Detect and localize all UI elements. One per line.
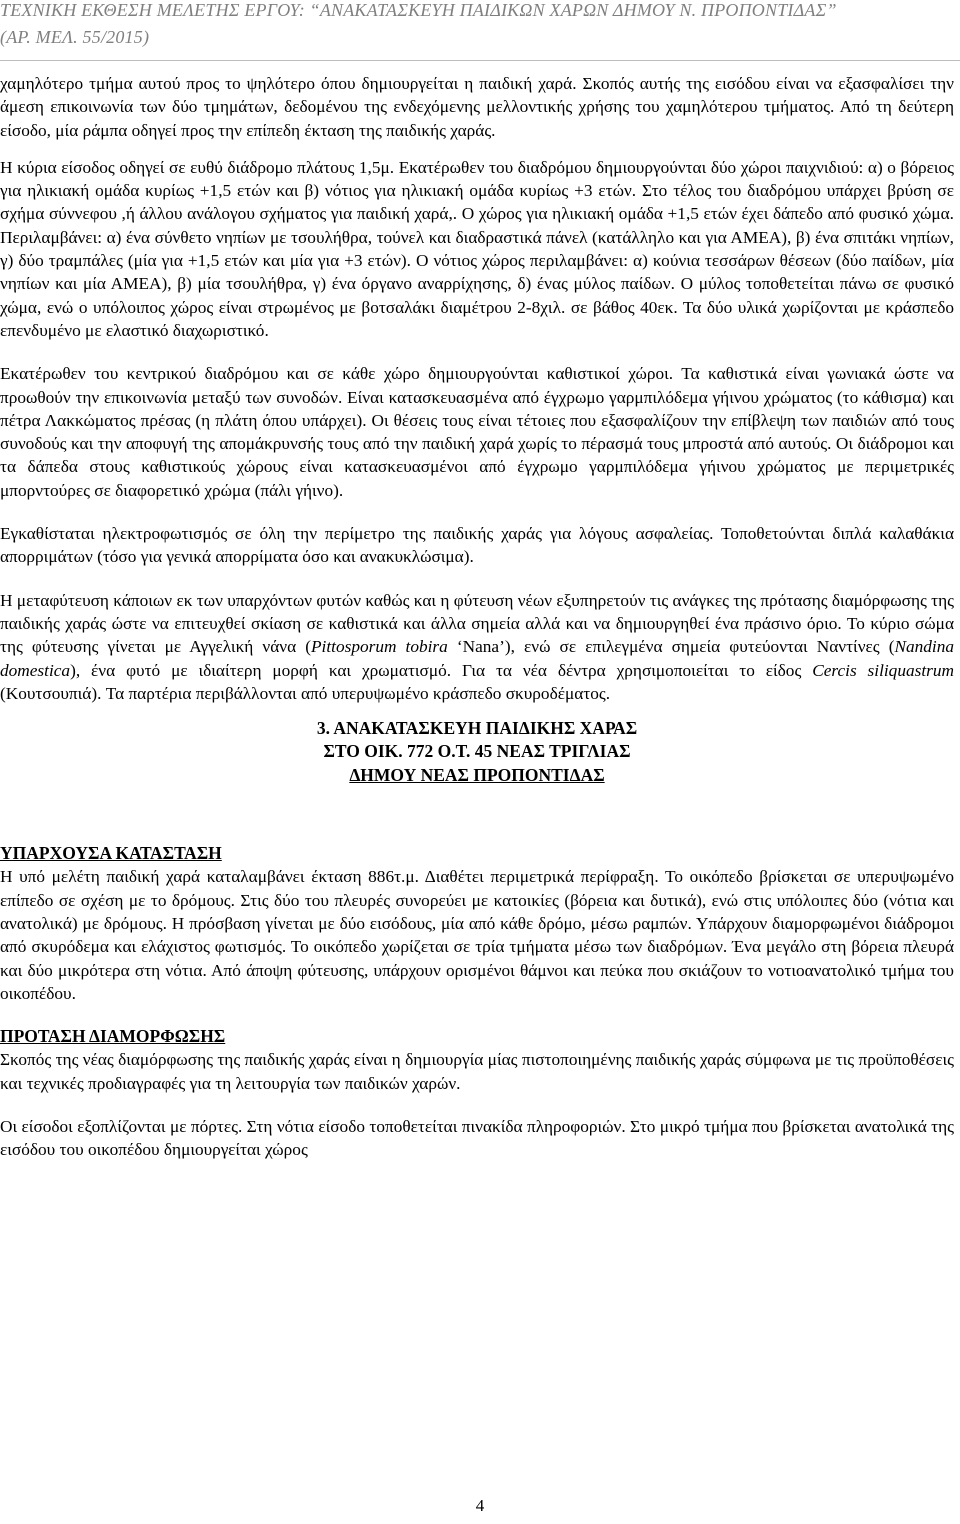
section-3-municipality: ΔΗΜΟΥ ΝΕΑΣ ΠΡΟΠΟΝΤΙΔΑΣ: [349, 764, 605, 785]
paragraph-entrances: χαμηλότερο τμήμα αυτού προς το ψηλότερο όπου δημιουργείται η παιδική χαρά. Σκοπός αυτής της εισόδου είναι να εξασφαλίσει την άμεση επικοινωνία των δύο τμημάτων, δεδομένου της ενδεχόμενης μελλοντικής χρήσης του χαμηλότερου τμήματος. Από τη δεύτερη είσοδο, μία ράμπα οδηγεί προς την επίπεδη έκταση της παιδικής χαράς.: [0, 74, 954, 140]
existing-state-title: ΥΠΑΡΧΟΥΣΑ ΚΑΤΑΣΤΑΣΗ: [0, 843, 222, 864]
species-cercis: Cercis siliquastrum: [812, 660, 954, 680]
paragraph-seating: Εκατέρωθεν του κεντρικού διαδρόμου και σε κάθε χώρο δημιουργούνται καθιστικοί χώροι. Τα καθιστικά είναι γωνιακά ώστε να προωθούν την επικοινωνία μεταξύ των συνοδών. Είναι κατασκευασμένα από έγχρωμο γαρμπιλόδεμα γήινου χρώματος (το κάθισμα) και πέτρα Λακκώματος πρέσας (η πλάτη όπου υπάρχει). Οι θέσεις τους είναι τέτοιες που εξασφαλίζουν την επίβλεψη των παιδιών από τους συνοδούς και την αποφυγή της απομάκρυνσής τους από την παιδική χαρά χωρίς το πέρασμά τους μπροστά από αυτούς. Οι διάδρομοι και τα δάπεδα στους καθιστικούς χώρους είναι κατασκευασμένοι από έγχρωμο γαρμπιλόδεμα γήινου χρώματος με περιμετρικές μπορντούρες σε διαφορετικό χρώμα (πάλι γήινο).: [0, 364, 954, 500]
planting-text-3: ), ένα φυτό με ιδιαίτερη μορφή και χρωματισμό. Για τα νέα δέντρα χρησιμοποιείται το είδος: [70, 660, 813, 680]
existing-state-text: Η υπό μελέτη παιδική χαρά καταλαμβάνει έκταση 886τ.μ. Διαθέτει περιμετρικά περίφραξη. Το οικόπεδο βρίσκεται σε υπερυψωμένο επίπεδο σε σχέση με το δρόμους. Στις δύο του πλευρές συνορεύει με κατοικίες (βόρεια και δυτικά), ενώ στις υπόλοιπες δύο (νότια και ανατολικά) με δρόμους. Η πρόσβαση γίνεται με δύο εισόδους, μία από κάθε δρόμο, μέσω ραμπών. Υπάρχουν διαμορφωμένοι διάδρομοι από σκυρόδεμα και ελάχιστος φωτισμός. Το οικόπεδο χωρίζεται σε τρία τμήματα μέσω των διαδρόμων. Ένα μεγάλο στη βόρεια πλευρά και δύο μικρότερα στη νότια. Από άποψη φύτευσης, υπάρχουν ορισμένοι θάμνοι και πεύκα που σκιάζουν το νοτιοανατολικό τμήμα του οικοπέδου.: [0, 867, 954, 1003]
species-pittosporum: Pittosporum tobira: [311, 637, 448, 657]
header-title: ΤΕΧΝΙΚΗ ΕΚΘΕΣΗ ΜΕΛΕΤΗΣ ΕΡΓΟΥ: “ΑΝΑΚΑΤΑΣΚΕΥΗ ΠΑΙΔΙΚΩΝ ΧΑΡΩΝ ΔΗΜΟΥ Ν. ΠΡΟΠΟΝΤΙΔΑΣ”: [0, 0, 837, 20]
paragraph-main-entrance: Η κύρια είσοδος οδηγεί σε ευθύ διάδρομο πλάτους 1,5μ. Εκατέρωθεν του διαδρόμου δημιουργούνται δύο χώροι παιχνιδιού: α) ο βόρειος για ηλικιακή ομάδα κυρίως +1,5 ετών και β) νότιος για ηλικιακή ομάδα κυρίως +3 ετών. Στο τέλος του διαδρόμου υπάρχει βρύση σε σχήμα σύννεφου ,ή άλλου ανάλογου σχήματος για παιδική χαρά,. Ο χώρος για ηλικιακή ομάδα +1,5 ετών έχει δάπεδο από φυσικό χώμα. Περιλαμβάνει: α) ένα σύνθετο νηπίων με τσουλήθρα, τούνελ και διαδραστικά πάνελ (κατάλληλο και για ΑΜΕΑ), β) ένα σπιτάκι νηπίων, γ) δύο τραμπάλες (μία για +1,5 ετών και μία για +3 ετών). Ο νότιος χώρος περιλαμβάνει: α) κούνια τεσσάρων θέσεων (δύο παίδων, μία νηπίων και μία ΑΜΕΑ), β) μία τσουλήθρα, γ) ένα όργανο αναρρίχησης, δ) ένας μύλος παίδων. Ο μύλος τοποθετείται πάνω σε φυσικό χώμα, ενώ ο υπόλοιπος χώρος είναι στρωμένος με βοτσαλάκι διαμέτρου 2-8χιλ. σε βάθος 40εκ. Τα δύο υλικά χωρίζονται με κράσπεδο επενδυμένο με ελαστικό διαχωριστικό.: [0, 157, 954, 340]
page-header: [0, 0, 960, 66]
planting-text-4: (Κουτσουπιά). Τα παρτέρια περιβάλλονται από υπερυψωμένο κράσπεδο σκυροδέματος.: [0, 683, 611, 703]
planting-text-2: ‘Nana’), ενώ σε επιλεγμένα σημεία φυτεύονται Ναντίνες (: [447, 637, 895, 657]
section-3-title: 3. ΑΝΑΚΑΤΑΣΚΕΥΗ ΠΑΙΔΙΚΗΣ ΧΑΡΑΣ: [316, 718, 638, 739]
header-study-number: (ΑΡ. ΜΕΛ. 55/2015): [0, 27, 150, 47]
document-body: [0, 72, 954, 1162]
section-3-location: ΣΤΟ ΟΙΚ. 772 Ο.Τ. 45 ΝΕΑΣ ΤΡΙΓΛΙΑΣ: [323, 741, 631, 762]
planting-text-1: Η μεταφύτευση κάποιων εκ των υπαρχόντων φυτών καθώς και η φύτευση νέων εξυπηρετούν τις ανάγκες της πρότασης διαμόρφωσης της παιδικής χαράς ώστε να επιτευχθεί σκίαση σε καθιστικά και άλλα σημεία αλλά και να δημιουργηθεί ένα πράσινο όριο. Το κύριο σώμα της φύτευσης γίνεται με Αγγελική νάνα (: [0, 590, 954, 657]
section-3-heading: [0, 717, 954, 787]
paragraph-lighting: Εγκαθίσταται ηλεκτροφωτισμός σε όλη την περίμετρο της παιδικής χαράς για λόγους ασφαλείας. Τοποθετούνται διπλά καλαθάκια απορριμάτων (τόσο για γενικά απορρίματα όσο και ανακυκλώσιμα).: [0, 524, 954, 567]
page-number: 4: [475, 1496, 485, 1515]
header-divider: [0, 60, 960, 61]
proposal-entrances-text: Οι είσοδοι εξοπλίζονται με πόρτες. Στη νότια είσοδο τοποθετείται πινακίδα πληροφοριών. Στο μικρό τμήμα που βρίσκεται ανατολικά της εισόδου του οικοπέδου δημιουργείται χώρος: [0, 1116, 954, 1160]
paragraph-planting: [0, 589, 954, 705]
proposal-title: ΠΡΟΤΑΣΗ ΔΙΑΜΟΡΦΩΣΗΣ: [0, 1026, 226, 1047]
proposal-purpose-text: Σκοπός της νέας διαμόρφωσης της παιδικής χαράς είναι η δημιουργία μίας πιστοποιημένης παιδικής χαράς σύμφωνα με τις προϋποθέσεις και τεχνικές προδιαγραφές για τη λειτουργία των παιδικών χαρών.: [0, 1050, 954, 1093]
species-nandina: Nandina domestica: [0, 637, 954, 680]
